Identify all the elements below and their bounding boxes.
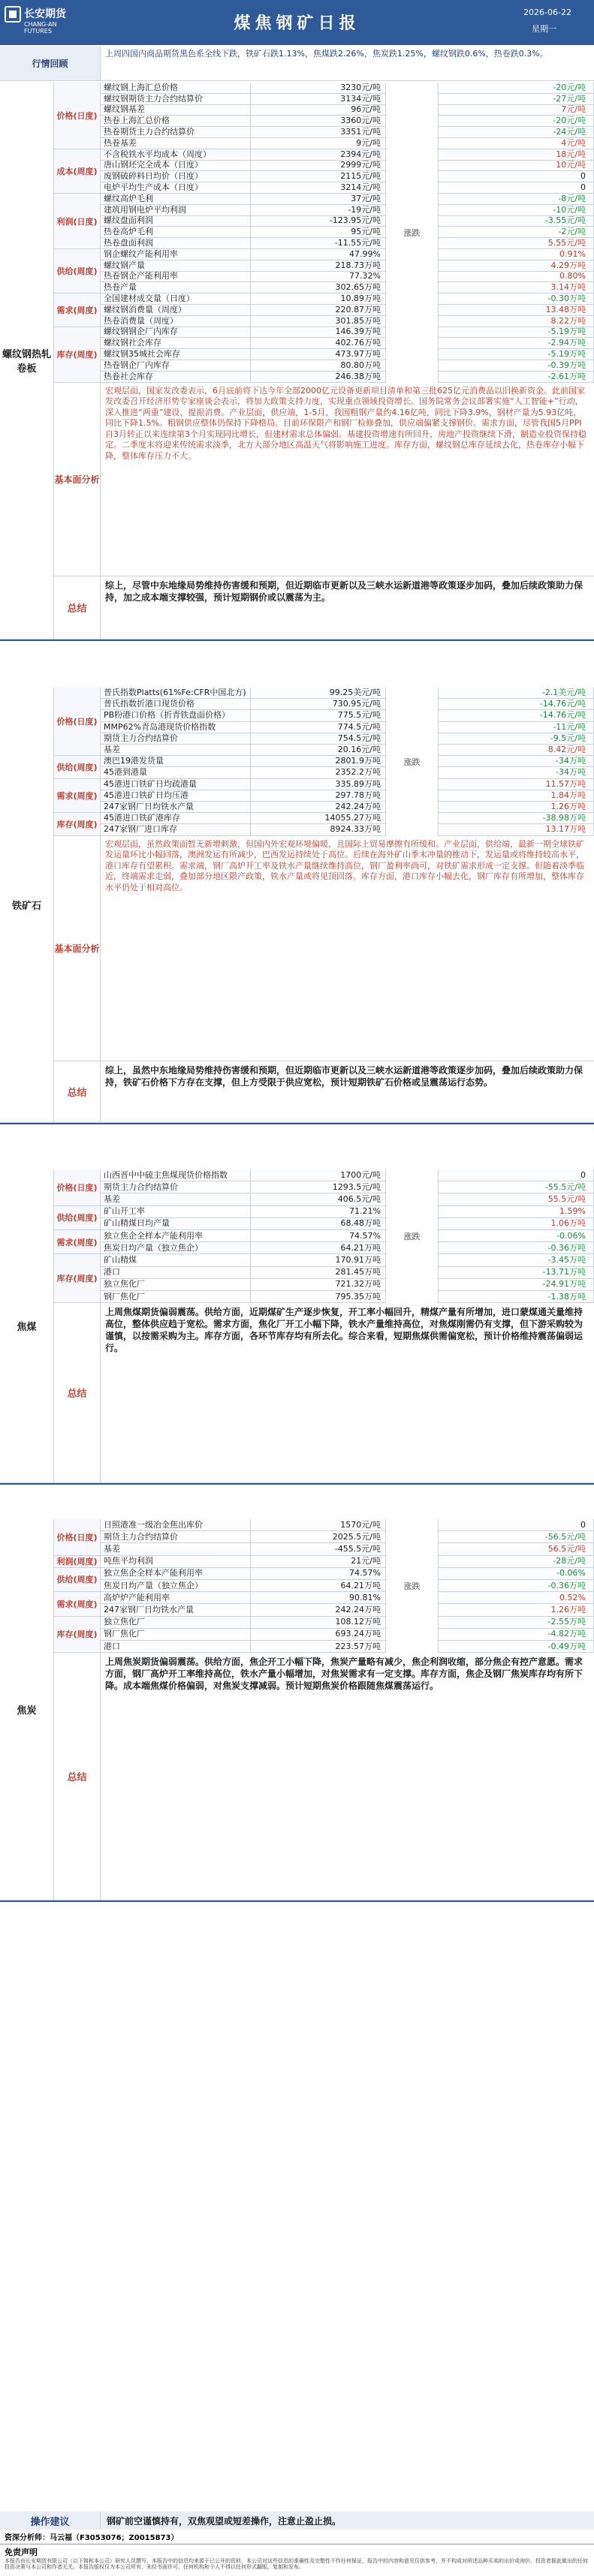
indicator-value: 473.97万吨	[251, 349, 386, 360]
indicator-name: 热卷钢企厂内库存	[101, 360, 251, 372]
indicator-name: 螺纹钢消费量（周度）	[101, 305, 251, 316]
indicator-value: 20.16元/吨	[251, 745, 386, 756]
basic-analysis-label: 基本面分析	[54, 836, 101, 1061]
indicator-name: 螺纹盘面利润	[101, 216, 251, 227]
indicator-change: 5.55元/吨	[439, 238, 594, 249]
indicator-change: -27元/吨	[439, 94, 594, 105]
indicator-name: 矿山开工率	[101, 1206, 251, 1218]
indicator-change: -20元/吨	[439, 116, 594, 127]
indicator-change: -28元/吨	[439, 1556, 594, 1568]
indicator-change: -3.45万吨	[439, 1254, 594, 1266]
indicator-change: -2.61万吨	[439, 372, 594, 383]
indicator-change: -14.76元/吨	[439, 699, 594, 710]
indicator-name: 基差	[101, 1543, 251, 1555]
indicator-value: 246.38万吨	[251, 372, 386, 383]
indicator-name: 热卷盘面利润	[101, 238, 251, 249]
indicator-change: -1.38万吨	[439, 1291, 594, 1303]
section-separator	[0, 1483, 594, 1485]
indicator-name: 吨焦平均利润	[101, 1556, 251, 1568]
indicator-value: 1570元/吨	[251, 1519, 386, 1531]
basic-analysis-text: 宏观层面，国家发改委表示，6月底前将下达今年全部2000亿元设备更新项目清单和第三批625亿元消费品以旧换新资金。此前国家发改委召开经济形势专家座谈会表示，将加大政策支持力度，实现重点领域投资增长。国务院常务会议部署实施“人工智能+”行动，深入推进“两重”建设，提振消费。产业层面，供应端，1-5月，我国粗钢产量约4.16亿吨，同比下降3.9%，钢材产量为5.93亿吨，同比下降1.5%。粗钢供应整体仍保持下降格局。目前环保限产和钢厂检修叠加，供应端偏紧支撑钢价。需求方面，尽管我国5月PPI自3月转正以来连续第3个月实现同比增长，但建材需求总体偏弱。基建投资增速有所回升，房地产投资继续下滑，制造业投资保持稳定。二季度末将迎来传统需求淡季，北方大部分地区高温天气将影响施工进度。库存方面，螺纹钢总库存延续去化，热卷库存小幅下降，整体库存压力不大。	[101, 383, 594, 576]
indicator-change: 0	[439, 1519, 594, 1531]
indicator-change: 4元/吨	[439, 138, 594, 149]
group-label: 价格(日度)	[54, 83, 101, 149]
indicator-value: 730.95元/吨	[251, 699, 386, 710]
indicator-value: 402.76万吨	[251, 338, 386, 349]
indicator-name: 期货主力合约结算价	[101, 1181, 251, 1193]
report-date: 2026-06-22	[523, 8, 571, 17]
indicator-change: 1.06万吨	[439, 1218, 594, 1230]
market-review	[0, 47, 594, 81]
indicator-value: 297.78万吨	[251, 790, 386, 802]
indicator-name: 热卷消费量（周度）	[101, 316, 251, 327]
indicator-name: 期货主力合约结算价	[101, 733, 251, 745]
group-label: 库存(周度)	[54, 1617, 101, 1654]
indicator-value: 77.32%	[251, 272, 386, 283]
indicator-change: -20元/吨	[439, 83, 594, 94]
indicator-value: -123.95元/吨	[251, 216, 386, 227]
indicator-value: 2352.2万吨	[251, 767, 386, 778]
indicator-change: 0	[439, 182, 594, 194]
indicator-value: 37元/吨	[251, 194, 386, 205]
indicator-change: -5.19万吨	[439, 327, 594, 339]
summary-label: 总结	[54, 576, 101, 639]
indicator-change: -8元/吨	[439, 194, 594, 205]
basic-analysis-label: 基本面分析	[54, 383, 101, 576]
indicator-change: 7元/吨	[439, 105, 594, 116]
indicator-value: 2115元/吨	[251, 171, 386, 182]
indicator-value: 64.21万吨	[251, 1580, 386, 1592]
indicator-name: 热卷钢企产能利用率	[101, 272, 251, 283]
indicator-name: 螺纹钢35城社会库存	[101, 349, 251, 360]
indicator-change: -2元/吨	[439, 227, 594, 238]
indicator-change: -13.71万吨	[439, 1267, 594, 1279]
indicator-value: 3230元/吨	[251, 83, 386, 94]
indicator-name: 热卷上海汇总价格	[101, 116, 251, 127]
indicator-name: 45港到港量	[101, 767, 251, 778]
indicator-change: -14.76元/吨	[439, 710, 594, 721]
indicator-value: 10.89万吨	[251, 293, 386, 305]
summary-text: 综上，虽然中东地缘局势维持伤害缓和预期，但近期临市更新以及三峡水运新道港等政策逐步加码，叠加后续政策助力保持，铁矿石价格下方存在支撑，但上方受限于供应宽松，预计短期铁矿石价格或呈震荡运行态势。	[101, 1061, 594, 1123]
logo-en: CHANG-AN FUTURES	[24, 21, 57, 35]
section-separator	[0, 639, 594, 641]
indicator-value: 74.57%	[251, 1230, 386, 1242]
indicator-value: -455.5元/吨	[251, 1543, 386, 1555]
report-weekday: 星期一	[532, 24, 556, 34]
indicator-name: 唐山钢坯完全成本（日度）	[101, 161, 251, 172]
report-header	[0, 0, 594, 45]
indicator-value: 3351元/吨	[251, 127, 386, 138]
indicator-value: -11.55元/吨	[251, 238, 386, 249]
ops-label: 操作建议	[0, 2511, 101, 2529]
indicator-value: 301.85万吨	[251, 316, 386, 327]
indicator-change: -0.06%	[439, 1568, 594, 1580]
section-label: 铁矿石	[0, 688, 54, 1123]
indicator-name: 螺纹钢社会库存	[101, 338, 251, 349]
indicator-name: 澳巴19港发货量	[101, 756, 251, 767]
indicator-value: 1293.5元/吨	[251, 1181, 386, 1193]
indicator-change: 13.48万吨	[439, 305, 594, 316]
group-label: 供给(周度)	[54, 1568, 101, 1592]
logo-cn: 长安期货	[24, 8, 66, 20]
indicator-change: 0.80%	[439, 272, 594, 283]
indicator-value: 2394元/吨	[251, 149, 386, 161]
indicator-change: -2.94万吨	[439, 338, 594, 349]
indicator-name: 热卷高炉毛利	[101, 227, 251, 238]
indicator-name: 废钢破碎料日均价（日度）	[101, 171, 251, 182]
indicator-name: 247家钢厂日均铁水产量	[101, 1604, 251, 1616]
indicator-name: 独立焦企全样本产能利用率	[101, 1230, 251, 1242]
group-label: 价格(日度)	[54, 1169, 101, 1206]
indicator-value: 74.57%	[251, 1568, 386, 1580]
indicator-value: 8924.33万吨	[251, 824, 386, 835]
indicator-name: 港口	[101, 1267, 251, 1279]
indicator-change: -38.98万吨	[439, 813, 594, 824]
indicator-change: -0.36万吨	[439, 1242, 594, 1254]
indicator-change: 13.17万吨	[439, 824, 594, 835]
group-label: 供给(周度)	[54, 249, 101, 293]
ops-text: 钢矿前空谨慎持有，双焦观望或短差操作，注意止盈止损。	[107, 2515, 342, 2526]
group-label: 供给(周度)	[54, 1206, 101, 1230]
indicator-change: 1.59%	[439, 1206, 594, 1218]
group-label: 库存(周度)	[54, 1254, 101, 1303]
indicator-value: 302.65万吨	[251, 282, 386, 293]
indicator-value: 693.24万吨	[251, 1629, 386, 1641]
indicator-name: 矿山精煤	[101, 1254, 251, 1266]
indicator-name: 独立焦化厂	[101, 1279, 251, 1291]
indicator-value: 223.57万吨	[251, 1641, 386, 1653]
indicator-change: -34万吨	[439, 767, 594, 778]
indicator-value: 80.80万吨	[251, 360, 386, 372]
indicator-change: -3.55元/吨	[439, 216, 594, 227]
indicator-name: 钢厂焦化厂	[101, 1629, 251, 1641]
indicator-change: 1.84万吨	[439, 790, 594, 802]
indicator-change: 1.26万吨	[439, 802, 594, 813]
indicator-change: -9.5元/吨	[439, 733, 594, 745]
indicator-change: -24元/吨	[439, 127, 594, 138]
indicator-change: 8.42元/吨	[439, 745, 594, 756]
indicator-change: 56.5元/吨	[439, 1543, 594, 1555]
indicator-name: 螺纹钢上海汇总价格	[101, 83, 251, 94]
indicator-name: 焦炭日均产量（独立焦企）	[101, 1580, 251, 1592]
indicator-change: 4.29万吨	[439, 260, 594, 272]
indicator-value: 242.24万吨	[251, 1604, 386, 1616]
indicator-name: 螺纹钢钢企厂内库存	[101, 327, 251, 339]
indicator-name: 高炉炉产能利用率	[101, 1592, 251, 1604]
indicator-change: 0	[439, 1169, 594, 1181]
indicator-name: 钢厂焦化厂	[101, 1291, 251, 1303]
indicator-change: -56.5元/吨	[439, 1531, 594, 1543]
indicator-name: 247家钢厂日均铁水产量	[101, 802, 251, 813]
indicator-value: 71.21%	[251, 1206, 386, 1218]
indicator-change: -0.36万吨	[439, 1580, 594, 1592]
indicator-value: 64.21万吨	[251, 1242, 386, 1254]
indicator-name: 基差	[101, 745, 251, 756]
group-label: 库存(周度)	[54, 327, 101, 383]
indicator-name: PB粉港口价格（折青铁盘面价格）	[101, 710, 251, 721]
indicator-change: 18元/吨	[439, 149, 594, 161]
indicator-name: 基差	[101, 1193, 251, 1205]
indicator-name: 全国建材成交量（日度）	[101, 293, 251, 305]
indicator-value: 99.25美元/吨	[251, 688, 386, 699]
indicator-name: 普氏指数Platts(61%Fe:CFR中国北方)	[101, 688, 251, 699]
indicator-change: -34万吨	[439, 756, 594, 767]
indicator-name: 45港进口铁矿日均疏港量	[101, 779, 251, 790]
indicator-name: 焦炭日均产量（独立焦企）	[101, 1242, 251, 1254]
indicator-value: -19元/吨	[251, 205, 386, 216]
indicator-value: 90.81%	[251, 1592, 386, 1604]
indicator-value: 170.91万吨	[251, 1254, 386, 1266]
indicator-name: 日照港准一级冶金焦出库价	[101, 1519, 251, 1531]
group-label: 价格(日度)	[54, 688, 101, 756]
trend-column: 涨跌	[386, 1519, 439, 1653]
indicator-name: 45港进口铁矿日均压港	[101, 790, 251, 802]
indicator-name: 钢企螺纹产能利用率	[101, 249, 251, 260]
indicator-name: 螺纹钢基差	[101, 105, 251, 116]
indicator-name: 建筑用钢电炉平均利润	[101, 205, 251, 216]
indicator-change: -10元/吨	[439, 205, 594, 216]
indicator-change: -0.39万吨	[439, 360, 594, 372]
trend-column: 涨跌	[386, 83, 439, 383]
indicator-value: 754.5元/吨	[251, 733, 386, 745]
indicator-value: 3360元/吨	[251, 116, 386, 127]
group-label: 需求(周度)	[54, 293, 101, 327]
indicator-value: 3134元/吨	[251, 94, 386, 105]
indicator-value: 68.48万吨	[251, 1218, 386, 1230]
section-label: 螺纹钢热轧卷板	[0, 83, 54, 639]
indicator-value: 14055.27万吨	[251, 813, 386, 824]
indicator-value: 406.5元/吨	[251, 1193, 386, 1205]
indicator-change: 1.26万吨	[439, 1604, 594, 1616]
indicator-change: -0.06%	[439, 1230, 594, 1242]
indicator-name: 热卷产量	[101, 282, 251, 293]
disclaimer-text: 本报告由长安期货有限公司（以下简称本公司）研究人员撰写，本报告中的信息均来源于已公开的资料，本公司对这些信息的准确性及完整性不作任何保证，报告中的内容和意见仅供参考，并不构成对所述品种买卖的出价或询价，投资者据此做出的任何投资决策与本公司和作者无关。本报告版权仅为本公司所有，未经书面许可，任何机构和个人不得以任何形式翻版、复制和发布。	[5, 2558, 588, 2570]
indicator-change: -2.55万吨	[439, 1617, 594, 1629]
indicator-name: 矿山精煤日均产量	[101, 1218, 251, 1230]
indicator-value: 775.5元/吨	[251, 710, 386, 721]
indicator-value: 108.12万吨	[251, 1617, 386, 1629]
indicator-name: 热卷社会库存	[101, 372, 251, 383]
indicator-change: -24.91万吨	[439, 1279, 594, 1291]
summary-label: 总结	[54, 1303, 101, 1483]
indicator-change: 11.57万吨	[439, 779, 594, 790]
group-label: 需求(周度)	[54, 779, 101, 814]
indicator-name: 45港进口铁矿港库存	[101, 813, 251, 824]
indicator-name: 热卷期货主力合约结算价	[101, 127, 251, 138]
indicator-change: -4.82万吨	[439, 1629, 594, 1641]
indicator-name: 热卷基差	[101, 138, 251, 149]
group-label: 利润(周度)	[54, 1556, 101, 1568]
indicator-name: 螺纹钢期货主力合约结算价	[101, 94, 251, 105]
section-label: 焦炭	[0, 1519, 54, 1900]
group-label: 价格(日度)	[54, 1519, 101, 1556]
report-title: 煤焦钢矿日报	[234, 14, 360, 33]
section-separator	[0, 1123, 594, 1124]
indicator-value: 3214元/吨	[251, 182, 386, 194]
summary-label: 总结	[54, 1653, 101, 1900]
summary-text: 上周焦煤期货偏弱震荡。供给方面，近期煤矿生产逐步恢复，开工率小幅回升，精煤产量有所增加，进口蒙煤通关量维持高位，整体供应趋于宽松。需求方面，焦化厂开工小幅下降，铁水产量维持高位，对焦煤刚需仍有支撑，但下游采购较为谨慎，以按需采购为主。库存方面，各环节库存均有所去化。综合来看，短期焦煤供需偏宽松，预计价格维持震荡偏弱运行。	[101, 1303, 594, 1483]
indicator-name: 独立焦化厂	[101, 1617, 251, 1629]
section-label: 焦煤	[0, 1169, 54, 1483]
indicator-value: 242.24万吨	[251, 802, 386, 813]
indicator-change: 55.5元/吨	[439, 1193, 594, 1205]
indicator-change: -0.49万吨	[439, 1641, 594, 1653]
indicator-value: 220.87万吨	[251, 305, 386, 316]
indicator-change: -0.30万吨	[439, 293, 594, 305]
indicator-change: -11元/吨	[439, 722, 594, 733]
indicator-name: 247家钢厂进口库存	[101, 824, 251, 835]
indicator-name: 独立焦企全样本产能利用率	[101, 1568, 251, 1580]
review-text: 上周四国内商品期货黑色系全线下跌，铁矿石跌1.13%，焦煤跌2.26%，焦炭跌1.25%，螺纹钢跌0.6%，热卷跌0.3%。	[101, 47, 594, 81]
indicator-change: -55.5元/吨	[439, 1181, 594, 1193]
trend-column: 涨跌	[386, 688, 439, 836]
group-label: 利润(日度)	[54, 194, 101, 249]
group-label: 供给(周度)	[54, 756, 101, 778]
group-label: 需求(周度)	[54, 1230, 101, 1254]
indicator-value: 218.73万吨	[251, 260, 386, 272]
group-label: 库存(周度)	[54, 813, 101, 835]
indicator-value: 721.32万吨	[251, 1279, 386, 1291]
summary-label: 总结	[54, 1061, 101, 1123]
indicator-value: 281.45万吨	[251, 1267, 386, 1279]
indicator-value: 21元/吨	[251, 1556, 386, 1568]
indicator-change: 3.14万吨	[439, 282, 594, 293]
group-label: 需求(周度)	[54, 1592, 101, 1616]
indicator-value: 335.89万吨	[251, 779, 386, 790]
basic-analysis-text: 宏观层面，虽然政策面暂无新增刺激，但国内外宏观环境偏暖，且国际上贸易摩擦有所缓和。产业层面，供给端，最新一期全球铁矿发运量环比小幅回落，澳洲发运有所减少，巴西发运持续处于高位。后续在海外矿山季末冲量的推动下，发运量或将维持较高水平，港口库存有望累积。需求端，钢厂高炉开工率及铁水产量继续维持高位，钢厂盈利率尚可，对铁矿需求形成一定支撑。但随着淡季临近，终端需求走弱，叠加部分地区限产政策，铁水产量或将见顶回落。库存方面，港口库存小幅去化，钢厂库存有所增加，整体库存水平仍处于相对高位。	[101, 836, 594, 1061]
indicator-change: -2.1美元/吨	[439, 688, 594, 699]
indicator-name: MMP62%青岛港现货价格指数	[101, 722, 251, 733]
indicator-name: 螺纹钢产量	[101, 260, 251, 272]
disclaimer-title: 免责声明	[5, 2547, 38, 2557]
review-label: 行情回顾	[0, 47, 101, 81]
analyst-info: 资深分析师：马云福（F3053076；Z0015873）	[0, 2529, 594, 2544]
operation-suggestion	[0, 2511, 594, 2529]
indicator-value: 95元/吨	[251, 227, 386, 238]
indicator-name: 期货主力合约结算价	[101, 1531, 251, 1543]
indicator-name: 港口	[101, 1641, 251, 1653]
indicator-change: 10元/吨	[439, 161, 594, 172]
trend-column: 涨跌	[386, 1169, 439, 1303]
indicator-name: 普氏指数折港口现货价格	[101, 699, 251, 710]
indicator-change: 0.91%	[439, 249, 594, 260]
indicator-value: 2999元/吨	[251, 161, 386, 172]
indicator-change: 8.22万吨	[439, 316, 594, 327]
summary-text: 上周焦炭期货偏弱震荡。供给方面，焦企开工小幅下降，焦炭产量略有减少，焦企利润收缩，部分焦企有控产意愿。需求方面，钢厂高炉开工率维持高位，铁水产量小幅增加，对焦炭需求有一定支撑。库存方面，焦企及钢厂焦炭库存均有所下降。成本端焦煤价格偏弱，对焦炭支撑减弱。预计短期焦炭价格跟随焦煤震荡运行。	[101, 1653, 594, 1900]
indicator-change: 0	[439, 171, 594, 182]
indicator-value: 9元/吨	[251, 138, 386, 149]
indicator-value: 1700元/吨	[251, 1169, 386, 1181]
section-separator	[0, 1900, 594, 1902]
indicator-name: 山西晋中中硫主焦煤现货价格指数	[101, 1169, 251, 1181]
indicator-change: -5.19万吨	[439, 349, 594, 360]
indicator-value: 2025.5元/吨	[251, 1531, 386, 1543]
indicator-value: 2801.9万吨	[251, 756, 386, 767]
indicator-name: 电炉平均生产成本（日度）	[101, 182, 251, 194]
summary-text: 综上，尽管中东地缘局势维持伤害缓和预期，但近期临市更新以及三峡水运新道港等政策逐步加码，叠加后续政策助力保持，加之成本端支撑较强，预计短期钢价或以震荡为主。	[101, 576, 594, 639]
indicator-value: 774.5元/吨	[251, 722, 386, 733]
indicator-value: 146.39万吨	[251, 327, 386, 339]
indicator-name: 不含税铁水平均成本（周度）	[101, 149, 251, 161]
group-label: 成本(周度)	[54, 149, 101, 194]
indicator-name: 螺纹高炉毛利	[101, 194, 251, 205]
indicator-change: 0.52%	[439, 1592, 594, 1604]
indicator-value: 96元/吨	[251, 105, 386, 116]
indicator-value: 47.99%	[251, 249, 386, 260]
indicator-value: 795.35万吨	[251, 1291, 386, 1303]
